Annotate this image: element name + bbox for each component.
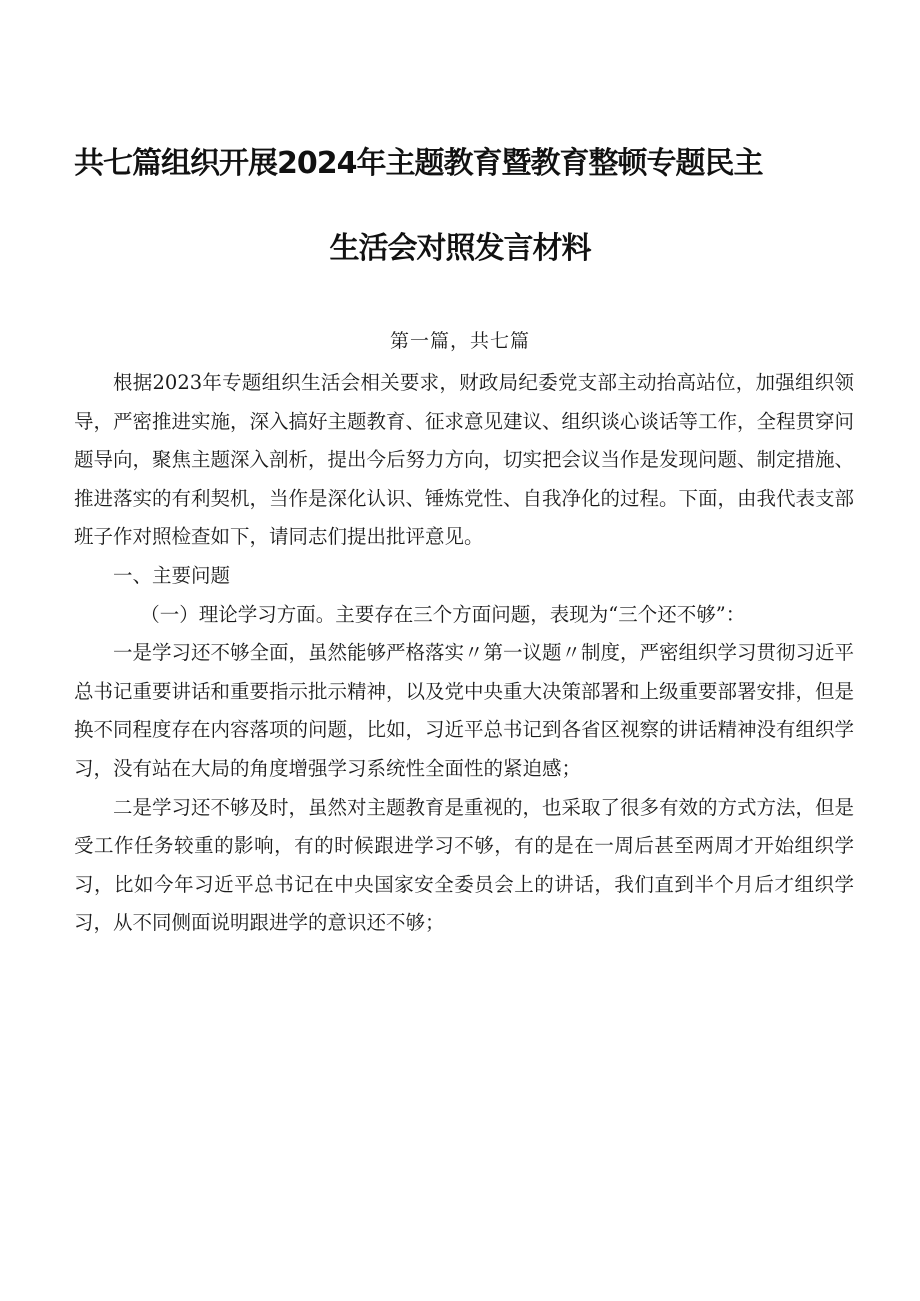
document-title-line2: 生活会对照发言材料 xyxy=(329,231,591,266)
document-body xyxy=(74,364,854,943)
document-title-line1: 共七篇组织开展2024年主题教育暨教育整顿专题民主 xyxy=(74,146,763,181)
subsection-heading: （一）理论学习方面。主要存在三个方面问题，表现为“三个还不够”： xyxy=(140,602,746,626)
paragraph-intro: 根据2023年专题组织生活会相关要求，财政局纪委党支部主动抬高站位，加强组织领导，严密推进实施，深入搞好主题教育、征求意见建议、组织谈心谈话等工作，全程贯穿问题导向，聚焦主题深入剖析，提出今后努力方向，切实把会议当作是发现问题、制定措施、推进落实的有利契机，当作是深化认识、锤炼党性、自我净化的过程。下面，由我代表支部班子作对照检查如下，请同志们提出批评意见。 xyxy=(74,371,855,549)
document-subtitle: 第一篇，共七篇 xyxy=(389,330,530,352)
paragraph-point-2: 二是学习还不够及时，虽然对主题教育是重视的，也采取了很多有效的方式方法，但是受工作任务较重的影响，有的时候跟进学习不够，有的是在一周后甚至两周才开始组织学习，比如今年习近平总书记在中央国家安全委员会上的讲话，我们直到半个月后才组织学习，从不同侧面说明跟进学的意识还不够； xyxy=(74,795,855,935)
section-heading: 一、主要问题 xyxy=(113,563,231,587)
paragraph-point-1: 一是学习还不够全面，虽然能够严格落实〃第一议题〃制度，严密组织学习贯彻习近平总书记重要讲话和重要指示批示精神，以及党中央重大决策部署和上级重要部署安排，但是换不同程度存在内容落项的问题，比如，习近平总书记到各省区视察的讲话精神没有组织学习，没有站在大局的角度增强学习系统性全面性的紧迫感； xyxy=(74,641,855,780)
